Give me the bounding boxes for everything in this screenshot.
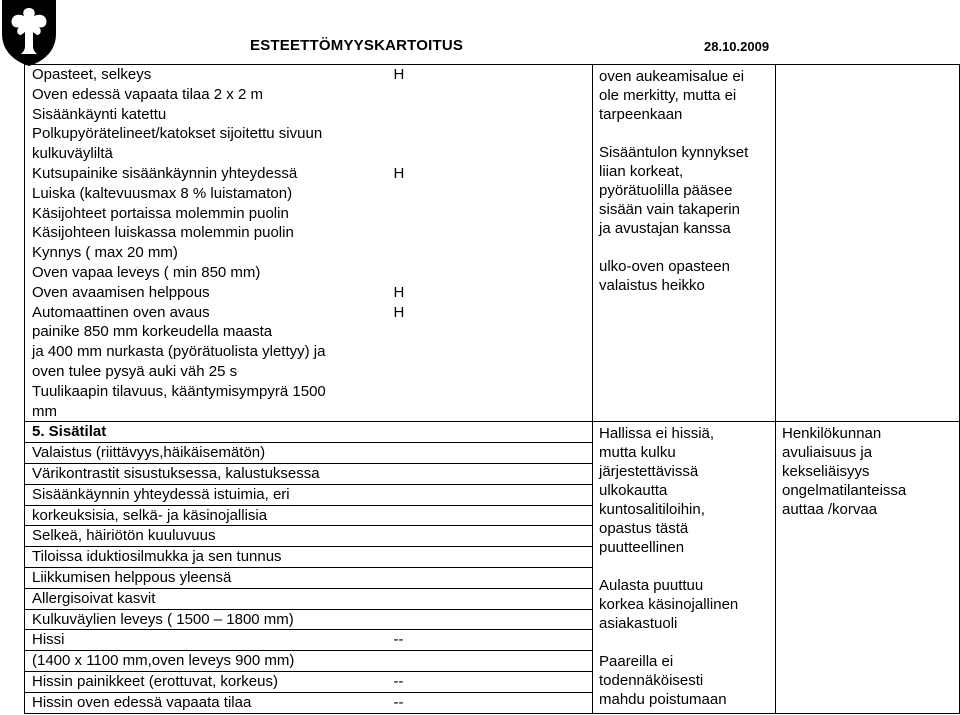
assessment-mark — [388, 526, 593, 547]
note-spacer — [599, 124, 771, 143]
note-line: puutteellinen — [599, 539, 685, 557]
note-line: ulko-oven opasteen — [599, 258, 730, 275]
criterion-label: Luiska (kaltevuusmax 8 % luistamaton) — [25, 184, 388, 204]
criterion-label: kulkuväyliltä — [25, 144, 388, 164]
criterion-label: ja 400 mm nurkasta (pyörätuolista ylettyy) ja — [25, 342, 388, 362]
document-title: ESTEETTÖMYYSKARTOITUS — [250, 37, 464, 54]
note-line: tarpeenkaan — [599, 106, 683, 123]
assessment-mark — [388, 184, 593, 204]
assessment-mark: H — [388, 303, 593, 323]
note-line: Sisääntulon kynnykset — [599, 144, 749, 161]
criterion-label: Tuulikaapin tilavuus, kääntymisympyrä 1500 — [25, 382, 388, 402]
criterion-label: Opasteet, selkeys — [25, 65, 388, 85]
note-line: kekseliäisyys — [782, 463, 870, 481]
note-line: oven aukeamisalue ei — [599, 68, 745, 85]
note-line: ongelmatilanteissa — [782, 482, 907, 500]
criterion-label: Oven vapaa leveys ( min 850 mm) — [25, 263, 388, 283]
note-line: valaistus heikko — [599, 277, 705, 294]
note-line: järjestettävissä — [599, 463, 699, 481]
extra-notes-cell — [776, 65, 960, 422]
note-line: ulkokautta — [599, 482, 668, 500]
note-line: Aulasta puuttuu — [599, 577, 704, 595]
section-heading: 5. Sisätilat — [25, 422, 388, 443]
assessment-mark — [388, 105, 593, 125]
note-line: mahdu poistumaan — [599, 691, 727, 709]
criterion-label: Värikontrastit sisustuksessa, kalustuksessa — [25, 463, 388, 484]
note-line: Hallissa ei hissiä, — [599, 425, 715, 443]
criterion-label: Sisäänkäynnin yhteydessä istuimia, eri — [25, 484, 388, 505]
note-line: kuntosalitiloihin, — [599, 501, 705, 519]
note-line: sisään vain takaperin — [599, 201, 740, 218]
note-line: pyörätuolilla pääsee — [599, 182, 733, 199]
assessment-mark — [388, 463, 593, 484]
note-line: avuliaisuus ja — [782, 444, 873, 462]
note-line: todennäköisesti — [599, 672, 704, 690]
criterion-label: Oven edessä vapaata tilaa 2 x 2 m — [25, 85, 388, 105]
criterion-label: Käsijohteet portaissa molemmin puolin — [25, 204, 388, 224]
criterion-label: Selkeä, häiriötön kuuluvuus — [25, 526, 388, 547]
criterion-label: Oven avaamisen helppous — [25, 283, 388, 303]
assessment-mark — [388, 567, 593, 588]
assessment-mark: H — [388, 65, 593, 85]
criterion-label: painike 850 mm korkeudella maasta — [25, 322, 388, 342]
criterion-label: Polkupyörätelineet/katokset sijoitettu sivuun — [25, 124, 388, 144]
note-line: liian korkeat, — [599, 163, 684, 180]
assessment-mark — [388, 124, 593, 144]
notes-cell — [593, 65, 776, 422]
assessment-mark — [388, 223, 593, 243]
criterion-label: Hissin painikkeet (erottuvat, korkeus) — [25, 671, 388, 692]
section-heading-row — [25, 422, 960, 443]
note-line: Henkilökunnan — [782, 425, 882, 443]
note-spacer — [599, 238, 771, 257]
note-line: korkea käsinojallinen — [599, 596, 739, 614]
note-line: ja avustajan kanssa — [599, 220, 731, 237]
criterion-label: Kynnys ( max 20 mm) — [25, 243, 388, 263]
criterion-label: Hissin oven edessä vapaata tilaa — [25, 692, 388, 713]
criterion-label: mm — [25, 402, 388, 422]
accessibility-survey-table — [24, 64, 960, 714]
note-line: auttaa /korvaa — [782, 501, 878, 519]
assessment-mark — [388, 651, 593, 672]
assessment-mark — [388, 85, 593, 105]
criterion-label: Kulkuväylien leveys ( 1500 – 1800 mm) — [25, 609, 388, 630]
note-spacer — [599, 557, 771, 576]
criterion-label: (1400 x 1100 mm,oven leveys 900 mm) — [25, 651, 388, 672]
criterion-label: Käsijohteen luiskassa molemmin puolin — [25, 223, 388, 243]
note-line: Paareilla ei — [599, 653, 674, 671]
cross-emblem-icon — [0, 0, 58, 66]
note-line: opastus tästä — [599, 520, 689, 538]
assessment-mark — [388, 588, 593, 609]
criterion-label: Valaistus (riittävyys,häikäisemätön) — [25, 443, 388, 464]
assessment-mark — [388, 263, 593, 283]
criterion-label: Sisäänkäynti katettu — [25, 105, 388, 125]
document-date: 28.10.2009 — [704, 39, 770, 54]
note-spacer — [599, 633, 771, 652]
assessment-mark — [388, 505, 593, 526]
assessment-mark: -- — [388, 630, 593, 651]
assessment-mark — [388, 342, 593, 362]
extra-notes-cell — [776, 422, 960, 713]
criterion-label: oven tulee pysyä auki väh 25 s — [25, 362, 388, 382]
assessment-mark — [388, 204, 593, 224]
assessment-mark: H — [388, 164, 593, 184]
criterion-label: Allergisoivat kasvit — [25, 588, 388, 609]
assessment-mark: -- — [388, 692, 593, 713]
assessment-mark — [388, 362, 593, 382]
criterion-label: Automaattinen oven avaus — [25, 303, 388, 323]
criterion-label: Liikkumisen helppous yleensä — [25, 567, 388, 588]
criterion-label: Hissi — [25, 630, 388, 651]
assessment-mark: -- — [388, 671, 593, 692]
assessment-mark — [388, 422, 593, 443]
note-line: ole merkitty, mutta ei — [599, 87, 737, 104]
notes-cell — [593, 422, 776, 713]
assessment-mark — [388, 382, 593, 402]
assessment-mark — [388, 609, 593, 630]
assessment-mark — [388, 243, 593, 263]
assessment-mark — [388, 402, 593, 422]
assessment-mark — [388, 484, 593, 505]
note-line: asiakastuoli — [599, 615, 678, 633]
criterion-label: korkeuksisia, selkä- ja käsinojallisia — [25, 505, 388, 526]
assessment-mark — [388, 144, 593, 164]
table-row — [25, 65, 960, 85]
criterion-label: Tiloissa iduktiosilmukka ja sen tunnus — [25, 547, 388, 568]
criterion-label: Kutsupainike sisäänkäynnin yhteydessä — [25, 164, 388, 184]
assessment-mark: H — [388, 283, 593, 303]
assessment-mark — [388, 547, 593, 568]
note-line: mutta kulku — [599, 444, 676, 462]
assessment-mark — [388, 322, 593, 342]
assessment-mark — [388, 443, 593, 464]
